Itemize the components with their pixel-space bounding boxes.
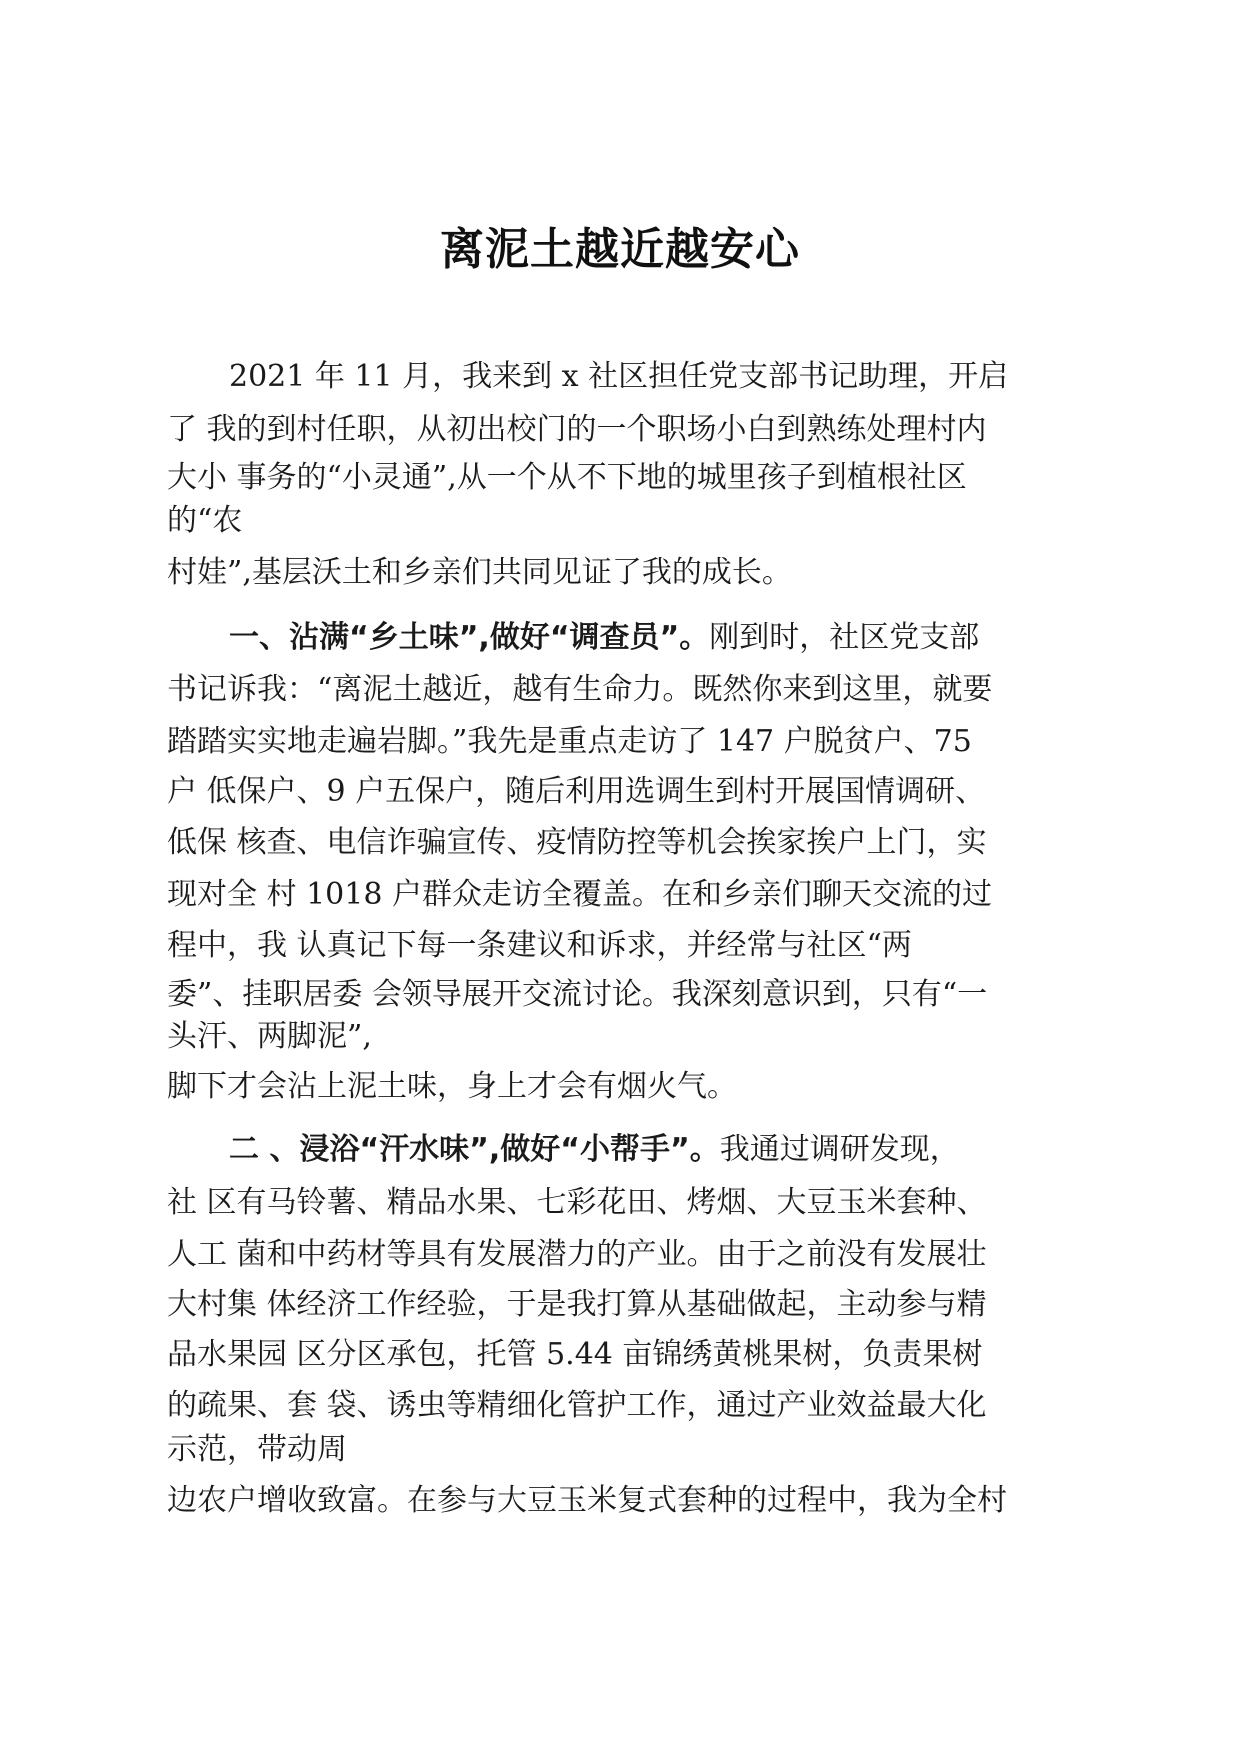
paragraph-2-line-3: 踏踏实实地走遍岩脚。”我先是重点走访了 147 户脱贫户、75: [167, 724, 972, 759]
paragraph-2-line-7: 程中，我 认真记下每一条建议和诉求，并经常与社区“两: [167, 928, 912, 963]
section-heading-1: 一、沾满“乡土味”,做好“调查员”。: [229, 620, 710, 655]
paragraph-3-line-7: 示范，带动周: [167, 1432, 347, 1467]
paragraph-3-line-3: 人工 菌和中药材等具有发展潜力的产业。由于之前没有发展壮: [167, 1237, 987, 1272]
paragraph-3-line-4: 大村集 体经济工作经验，于是我打算从基础做起，主动参与精: [167, 1287, 987, 1322]
section-heading-2: 二 、浸浴“汗水味”,做好“小帮手”。: [229, 1132, 720, 1167]
paragraph-3-line-2: 社 区有马铃薯、精品水果、七彩花田、烤烟、大豆玉米套种、: [167, 1185, 987, 1220]
paragraph-3-line-5: 品水果园 区分区承包，托管 5.44 亩锦绣黄桃果树，负责果树: [167, 1337, 983, 1372]
paragraph-1-line-3: 大小 事务的“小灵通”,从一个从不下地的城里孩子到植根社区: [167, 460, 967, 495]
paragraph-3-line-1: [229, 1125, 960, 1175]
document-title: 离泥土越近越安心: [440, 224, 800, 275]
paragraph-2-line-5: 低保 核查、电信诈骗宣传、疫情防控等机会挨家挨户上门，实: [167, 825, 987, 860]
paragraph-2-line-1-text: 刚到时，社区党支部: [709, 620, 980, 655]
paragraph-1-line-2: 了 我的到村任职，从初出校门的一个职场小白到熟练处理村内: [167, 412, 987, 447]
paragraph-3-line-8: 边农户增收致富。在参与大豆玉米复式套种的过程中，我为全村: [167, 1483, 1007, 1518]
paragraph-3-line-1-text: 我通过调研发现，: [719, 1132, 960, 1167]
paragraph-1-line-5: 村娃”,基层沃土和乡亲们共同见证了我的成长。: [167, 555, 792, 590]
paragraph-1-line-1: 2021 年 11 月，我来到 x 社区担任党支部书记助理，开启: [229, 359, 1009, 394]
paragraph-3-line-6: 的疏果、套 袋、诱虫等精细化管护工作，通过产业效益最大化: [167, 1388, 987, 1423]
paragraph-2-line-1: [229, 613, 979, 663]
paragraph-2-line-9: 头汗、两脚泥”,: [167, 1019, 372, 1054]
paragraph-2-line-8: 委”、挂职居委 会领导展开交流讨论。我深刻意识到，只有“一: [167, 977, 988, 1012]
paragraph-1-line-4: 的“农: [167, 503, 243, 538]
paragraph-2-line-2: 书记诉我：“离泥土越近，越有生命力。既然你来到这里，就要: [167, 672, 993, 707]
paragraph-2-line-10: 脚下才会沾上泥土味，身上才会有烟火气。: [167, 1069, 737, 1104]
paragraph-2-line-4: 户 低保户、9 户五保户，随后利用选调生到村开展国情调研、: [167, 774, 986, 809]
paragraph-2-line-6: 现对全 村 1018 户群众走访全覆盖。在和乡亲们聊天交流的过: [167, 877, 992, 912]
